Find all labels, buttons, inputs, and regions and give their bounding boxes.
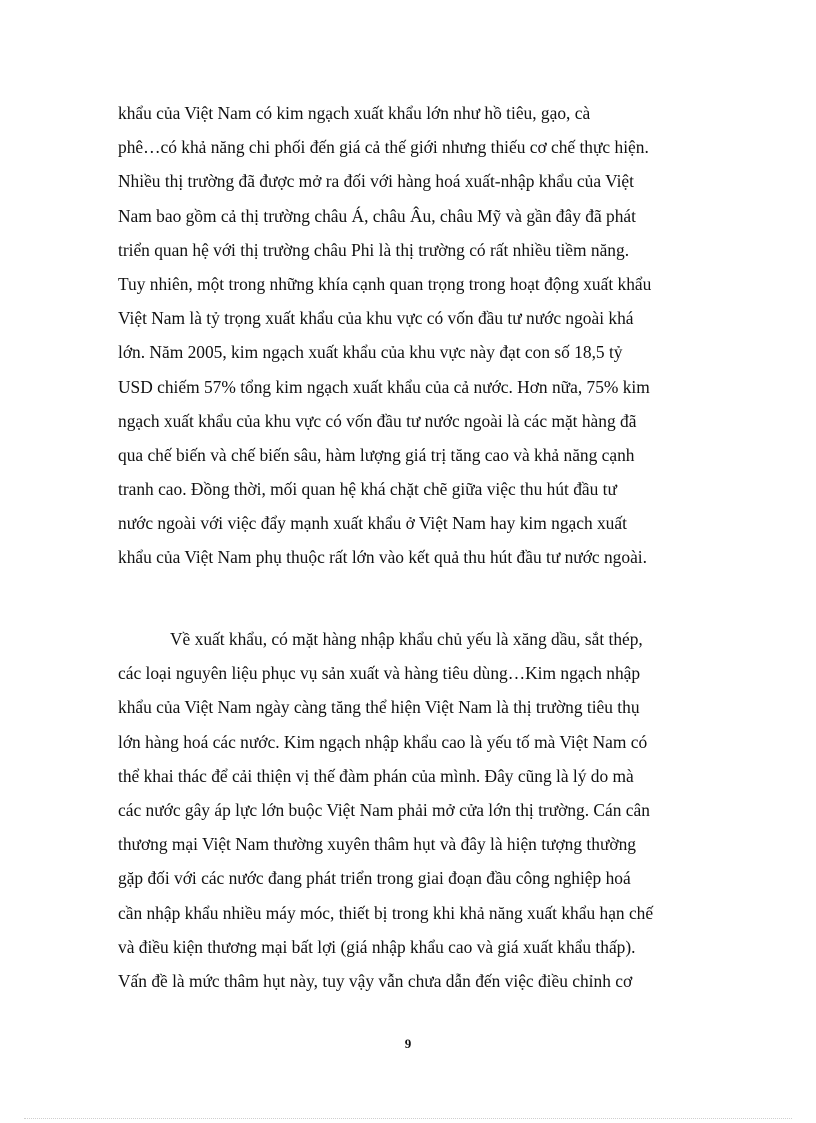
text-line: USD chiếm 57% tổng kim ngạch xuất khẩu của cả nước. Hơn nữa, 75% kim [118, 376, 650, 397]
text-line: khẩu của Việt Nam có kim ngạch xuất khẩu lớn như hồ tiêu, gạo, cà [118, 103, 591, 123]
text-line: phê…có khả năng chi phối đến giá cả thế giới nhưng thiếu cơ chế thực hiện. [118, 137, 649, 158]
text-line: Việt Nam là tỷ trọng xuất khẩu của khu vực có vốn đầu tư nước ngoài khá [118, 308, 634, 329]
text-line: Nhiều thị trường đã được mở ra đối với hàng hoá xuất-nhập khẩu của Việt [118, 171, 634, 192]
text-line: khẩu của Việt Nam ngày càng tăng thể hiện Việt Nam là thị trường tiêu thụ [118, 697, 640, 718]
text-line: và điều kiện thương mại bất lợi (giá nhập khẩu cao và giá xuất khẩu thấp). [118, 936, 636, 957]
text-line: triển quan hệ với thị trường châu Phi là thị trường có rất nhiều tiềm năng. [118, 239, 630, 260]
text-line: các nước gây áp lực lớn buộc Việt Nam phải mở cửa lớn thị trường. Cán cân [118, 799, 650, 820]
text-line: cần nhập khẩu nhiều máy móc, thiết bị trong khi khả năng xuất khẩu hạn chế [118, 902, 654, 923]
text-line: Tuy nhiên, một trong những khía cạnh quan trọng trong hoạt động xuất khẩu [118, 273, 652, 294]
text-line: lớn. Năm 2005, kim ngạch xuất khẩu của khu vực này đạt con số 18,5 tỷ [118, 342, 623, 363]
text-line: thể khai thác để cải thiện vị thế đàm phán của mình. Đây cũng là lý do mà [118, 765, 634, 786]
text-line: gặp đối với các nước đang phát triển trong giai đoạn đầu công nghiệp hoá [118, 868, 631, 889]
text-line: khẩu của Việt Nam phụ thuộc rất lớn vào kết quả thu hút đầu tư nước ngoài. [118, 547, 647, 568]
text-line: thương mại Việt Nam thường xuyên thâm hụt và đây là hiện tượng thường [118, 834, 636, 855]
text-line: Vấn đề là mức thâm hụt này, tuy vậy vẫn chưa dẫn đến việc điều chỉnh cơ [118, 970, 633, 991]
text-line: nước ngoài với việc đẩy mạnh xuất khẩu ở Việt Nam hay kim ngạch xuất [118, 513, 627, 534]
text-line: các loại nguyên liệu phục vụ sản xuất và hàng tiêu dùng…Kim ngạch nhập [118, 663, 641, 684]
paragraph-1 [118, 96, 698, 575]
text-line: ngạch xuất khẩu của khu vực có vốn đầu tư nước ngoài là các mặt hàng đã [118, 410, 637, 431]
text-line: Về xuất khẩu, có mặt hàng nhập khẩu chủ yếu là xăng dầu, sắt thép, [170, 629, 643, 649]
text-line: qua chế biến và chế biến sâu, hàm lượng giá trị tăng cao và khả năng cạnh [118, 444, 635, 465]
paragraph-2 [118, 622, 698, 998]
page-bottom-divider [24, 1118, 792, 1119]
text-line: Nam bao gồm cả thị trường châu Á, châu Âu, châu Mỹ và gần đây đã phát [118, 205, 636, 226]
text-line: lớn hàng hoá các nước. Kim ngạch nhập khẩu cao là yếu tố mà Việt Nam có [118, 731, 648, 752]
text-line: tranh cao. Đồng thời, mối quan hệ khá chặt chẽ giữa việc thu hút đầu tư [118, 479, 617, 500]
page-number: 9 [404, 1036, 412, 1051]
